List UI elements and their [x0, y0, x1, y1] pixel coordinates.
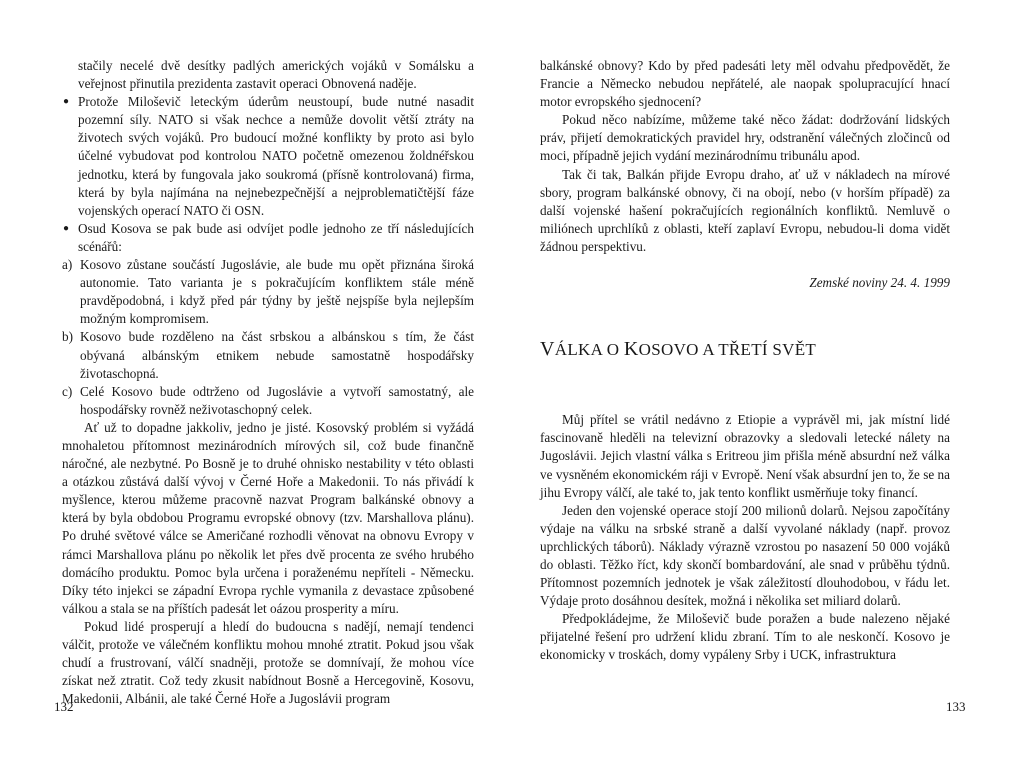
- scenario-mark: c): [62, 383, 73, 399]
- body-paragraph: Můj přítel se vrátil nedávno z Etiopie a vyprávěl mi, jak místní lidé fascinovaně hleděli na televizní obrazovky a sledovali letecké nálety na Jugoslávii. Jejich vlastní válka s Eritreou jim přišla méně absurdní než válka ve vysněném ekonomickém ráji v Evropě. Není však absurdní jen to, že se na jihu Evropy válčí, ale také to, jak tento konflikt usměrňuje toky financí.: [540, 412, 950, 500]
- bullet-text: Osud Kosova se pak bude asi odvíjet podle jednoho ze tří následujících scénářů:: [78, 220, 474, 254]
- scenario-text: Kosovo bude rozděleno na část srbskou a albánskou s tím, že část obývaná albánským etnikem nebude samostatně hospodářsky životaschopná.: [80, 329, 474, 381]
- bullet-text: Protože Miloševič leteckým úderům neustoupí, bude nutné nasadit pozemní síly. NATO si však nechce a nemůže dovolit větší ztráty na životech svých vojáků. Pro budoucí možné konflikty by proto asi bylo účelné vybudovat pod kontrolou NATO početně omezenou žoldnéřskou jednotku, která by fungovala jako soukromá (přísně kontrolovaná) firma, která by byla najímána na nejnebezpečnější a nejproblematičtější fáze vojenských operací NATO či OSN.: [78, 94, 474, 218]
- body-paragraph: balkánské obnovy? Kdo by před padesáti lety měl odvahu předpovědět, že Francie a Německo nebudou nepřátelé, ale naopak spolupracující hnací motor evropského sjednocení?: [540, 58, 950, 110]
- body-paragraph: Tak či tak, Balkán přijde Evropu draho, ať už v nákladech na mírové sbory, program balkánské obnovy, či na obojí, nebo (v horším případě) za další vojenské hašení pokračujících regionálních konfliktů. Nemluvě o miliónech uprchlíků z oblasti, kteří zaplaví Evropu, nebudou-li doma vidět žádnou perspektivu.: [540, 166, 950, 254]
- page-number: 132: [54, 699, 74, 714]
- bullet-icon: ●: [63, 222, 70, 234]
- scenario-item: [62, 256, 474, 328]
- body-paragraph: Pokud něco nabízíme, můžeme také něco žádat: dodržování lidských práv, přijetí demokratických pravidel hry, odstranění válečných zločinců od moci, případně jejich vydání mezinárodnímu tribunálu apod.: [540, 112, 950, 164]
- scenario-item: [62, 383, 474, 419]
- article-heading: VÁLKA O KOSOVO A TŘETÍ SVĚT: [540, 338, 817, 361]
- body-paragraph: Předpokládejme, že Miloševič bude poražen a bude nalezeno nějaké přijatelné řešení pro udržení klidu zbraní. Tím to ale neskončí. Kosovo je ekonomicky v troskách, domy vypáleny Srby i UCK, infrastruktura: [540, 611, 950, 663]
- body-paragraph: Jeden den vojenské operace stojí 200 milionů dolarů. Nejsou započítány výdaje na válku na srbské straně a další vyvolané náklady (např. provoz uprchlických táborů). Náklady výrazně vzrostou po nasazení 50 000 vojáků do oblasti. Těžko říct, kdy skončí bombardování, ale snad v průběhu týdnů. Přítomnost pozemních jednotek je však záležitostí dlouhodobou, v řádu let. Výdaje proto dosáhnou desítek, možná i několika set miliard dolarů.: [540, 502, 950, 609]
- right-page: [512, 0, 1024, 758]
- scenario-text: Kosovo zůstane součástí Jugoslávie, ale bude mu opět přiznána široká autonomie. Tato varianta je s pokračujícím konfliktem stále méně pravděpodobná, i když před pár týdny by ještě nejspíše byla nejlepším možným kompromisem.: [80, 257, 474, 327]
- intro-paragraph: stačily necelé dvě desítky padlých amerických vojáků v Somálsku a veřejnost přinutila prezidenta zastavit operaci Obnovená naděje.: [78, 58, 474, 92]
- scenario-mark: b): [62, 329, 73, 345]
- bullet-item: [62, 93, 474, 220]
- scenario-item: [62, 328, 474, 382]
- bullet-item: [62, 220, 474, 256]
- source-signature: Zemské noviny 24. 4. 1999: [809, 275, 950, 291]
- scenario-text: Celé Kosovo bude odtrženo od Jugoslávie a vytvoří samostatný, ale hospodářsky rovněž neživotaschopný celek.: [80, 383, 474, 417]
- scenario-mark: a): [62, 257, 73, 273]
- body-paragraph: Ať už to dopadne jakkoliv, jedno je jisté. Kosovský problém si vyžádá mnohaletou přítomnost mezinárodních mírových sil, což bude finančně náročné, ale nezbytné. Po Bosně je to druhé ohnisko nestability v této oblasti a otázkou zůstává další vývoj v Černé Hoře a Makedonii. To nás přivádí k myšlence, kterou můžeme pracovně nazvat Program balkánské obnovy a která by byla obdobou Programu evropské obnovy (tzv. Marshallova plánu). Po druhé světové válce se Američané rozhodli věnovat na obnovu Evropy v rámci Marshallova plánu po několik let přes dvě procenta ze svého hrubého domácího produktu. Pomoc byla určena i poraženému nepříteli - Německu. Díky této injekci se západní Evropa rychle vymanila z devastace způsobené válkou a stala se na příštích padesát let oázou prosperity a míru.: [62, 419, 474, 616]
- bullet-icon: ●: [63, 96, 70, 108]
- page-number: 133: [946, 699, 966, 714]
- right-page-text: [540, 57, 950, 665]
- left-page-text: [62, 57, 474, 708]
- article-body: [540, 411, 950, 664]
- body-paragraph: Pokud lidé prosperují a hledí do budoucna s nadějí, nemají tendenci válčit, protože ve válečném konfliktu mohou mnohé ztratit. Pokud jsou však chudí a frustrovaní, válčí snadněji, protože se domnívají, že mohou více získat než ztratit. Což tedy zkusit nabídnout Bosně a Hercegovině, Kosovu, Makedonii, Albánii, ale také Černé Hoře a Jugoslávii program: [62, 618, 474, 707]
